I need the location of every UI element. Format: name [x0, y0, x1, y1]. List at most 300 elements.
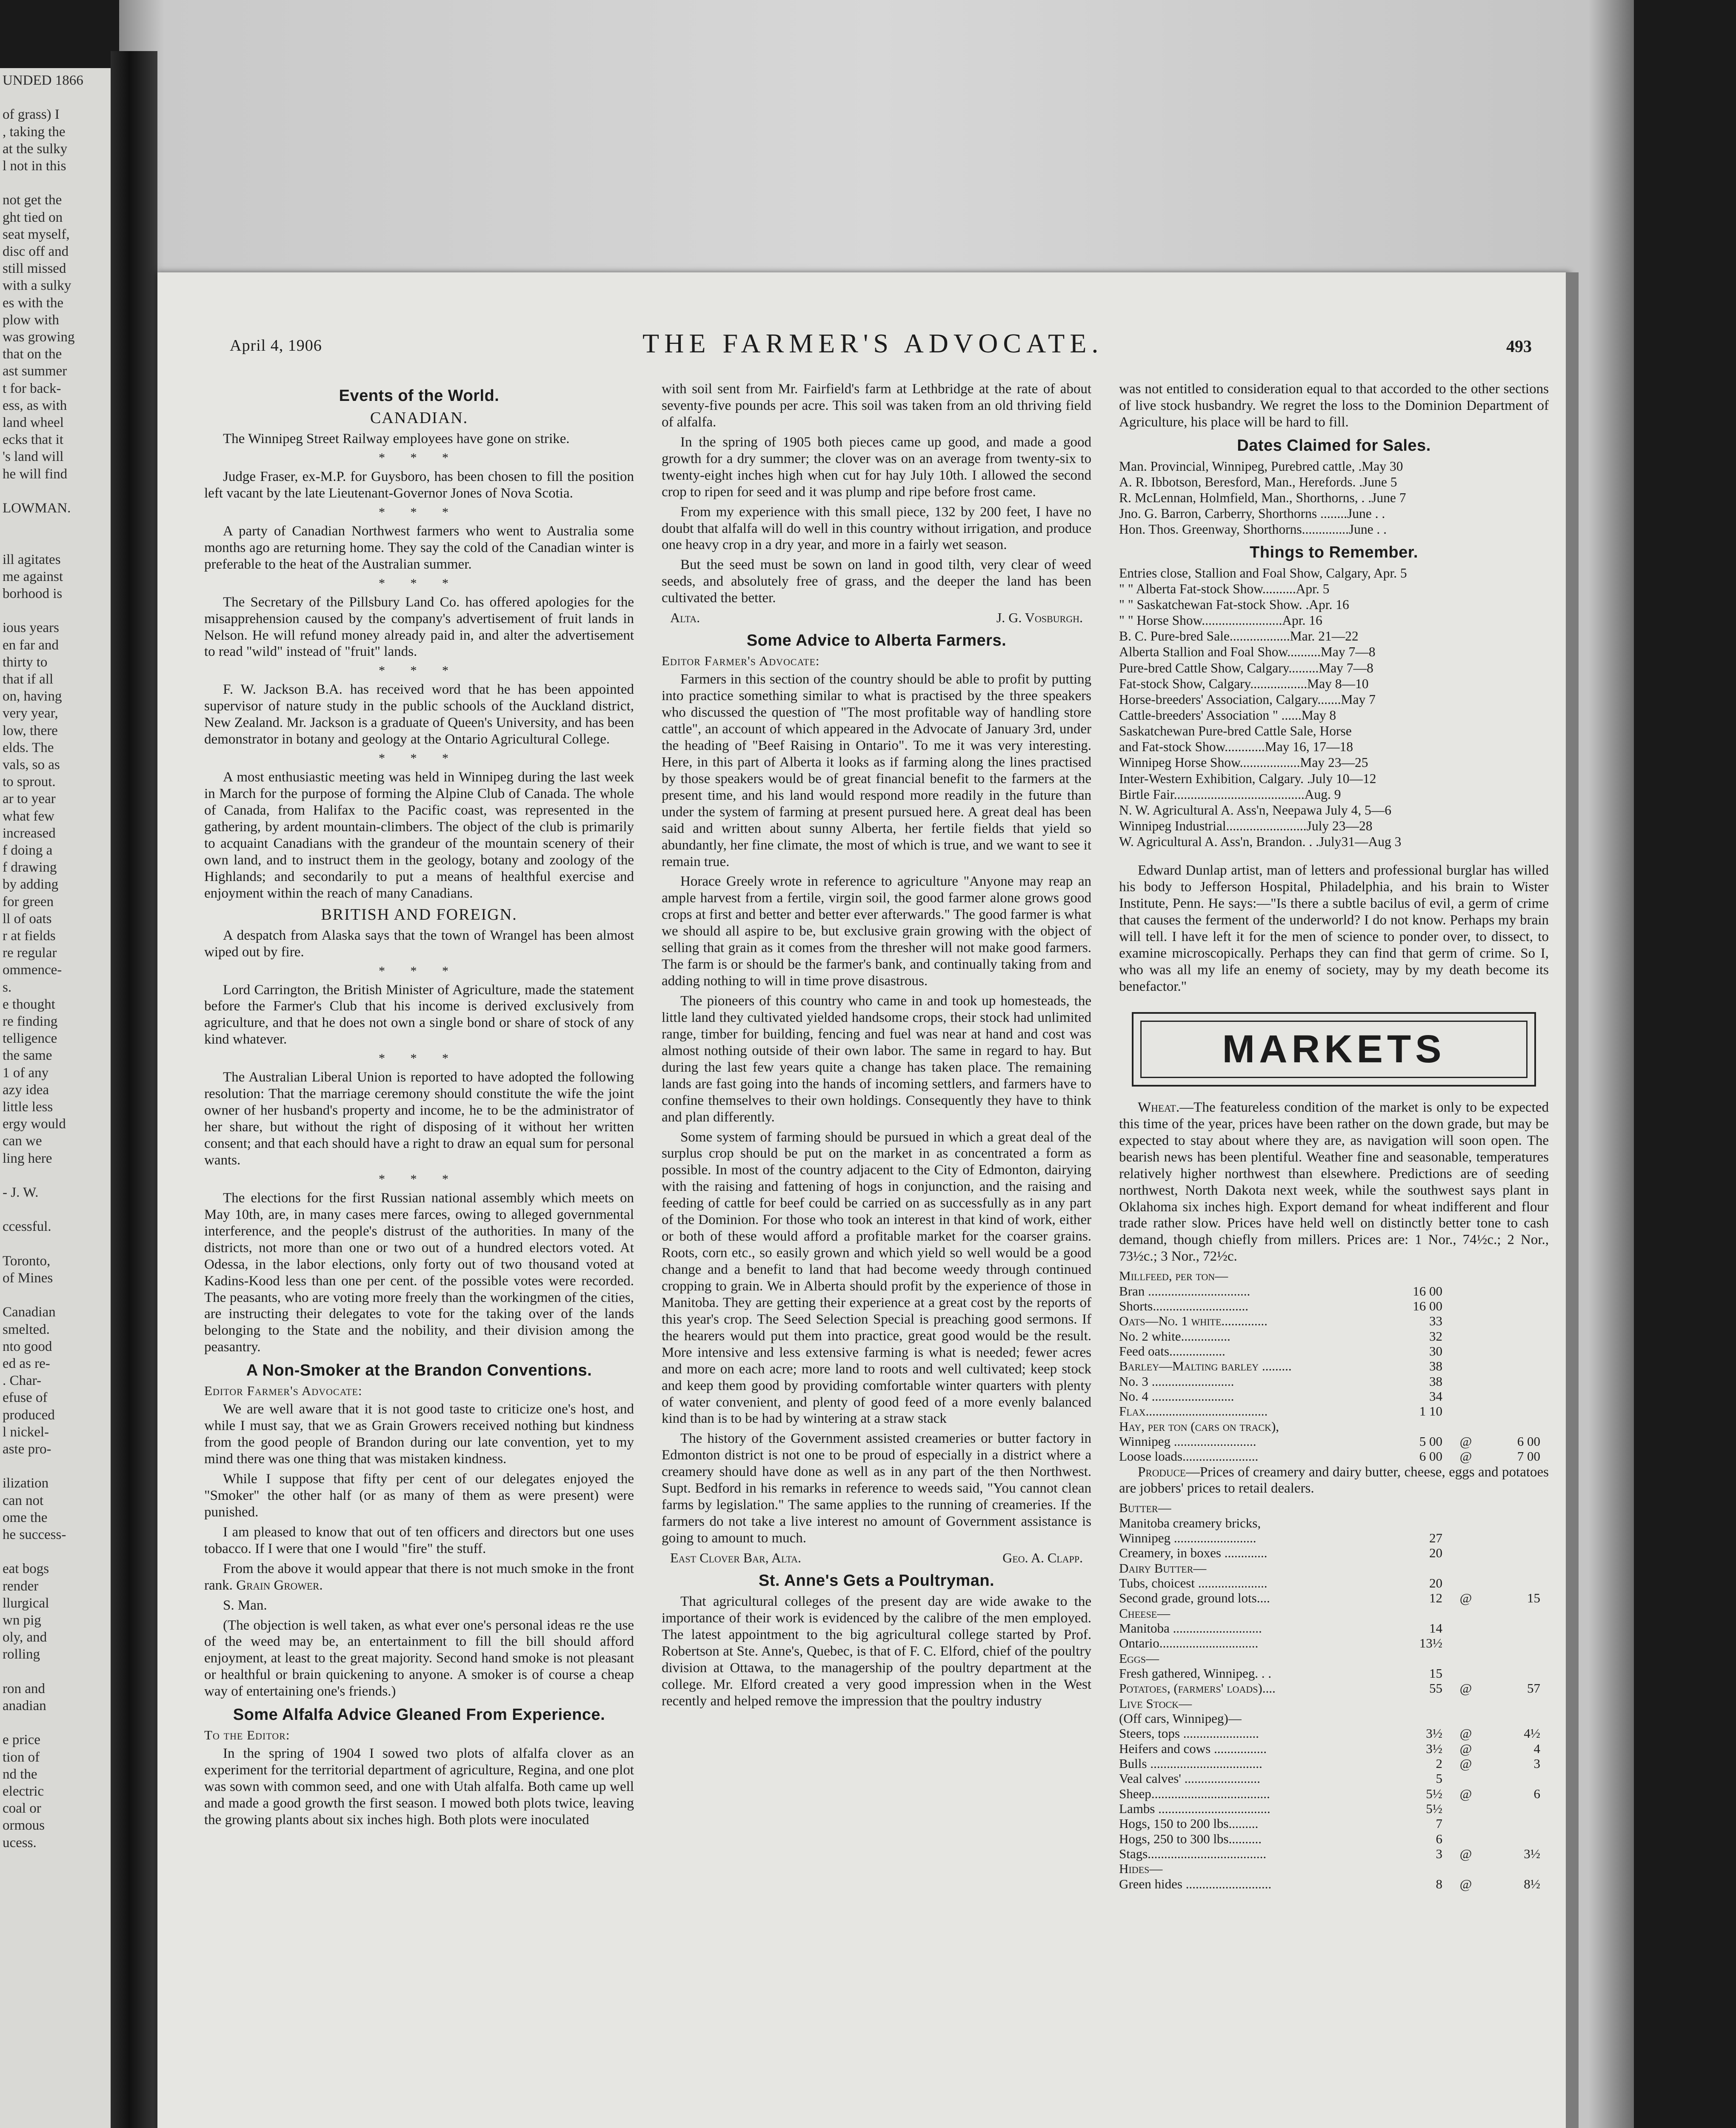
- paragraph-text: —The featureless condition of the market is only to be expected this time of the year, prices have been rather on the down grade, but may be expected to stay about where they are, as navigation will soon open. The bearish news has been plentiful. Weather fine and seasonable, temperatures relatively higher northwest than elsewhere. Predictions are of seeding northwest, North Dakota next week, while the southwest says plant in Oklahoma six inches high. Export demand for wheat indifferent and flour trade rather slow. Prices have held well on distinctly better tone to cash demand, though chiefly from millers. Prices are: 1 Nor., 74½c.; 2 Nor., 73½c.; 3 Nor., 72½c.: [1119, 1099, 1549, 1264]
- list-item: and Fat-stock Show............May 16, 17—18: [1119, 739, 1353, 755]
- previous-page-line: nto good: [3, 1339, 52, 1354]
- paragraph: But the seed must be sown on land in good tilth, very clear of weed seeds, and absolutely free of grass, and the deeper the land has been cultivated the better.: [662, 557, 1091, 606]
- table-cell-v1: 3: [1436, 1846, 1442, 1861]
- paragraph-text: From the above it would appear that there is not much smoke in the front rank.: [204, 1561, 634, 1593]
- paragraph: We are well aware that it is not good taste to criticize one's host, and while I must say, that we as Grain Growers received nothing but kindness from the good people of Brandon during our late convention, yet to my mind there was one thing that was mistaken kindness.: [204, 1402, 634, 1467]
- table-row: [1119, 1299, 1549, 1313]
- table-cell-v2: 3: [1533, 1756, 1540, 1771]
- table-cell-v2: [1489, 1831, 1549, 1846]
- table-row: [1119, 1846, 1549, 1861]
- canadian-subheading: CANADIAN.: [370, 409, 468, 427]
- table-cell-v2: [1489, 1696, 1549, 1711]
- table-cell-v2: 4: [1533, 1741, 1540, 1756]
- table-cell-label: Feed oats.................: [1119, 1343, 1225, 1359]
- produce-table: [1119, 1500, 1549, 1891]
- table-cell-label: No. 2 white...............: [1119, 1328, 1231, 1344]
- table-cell-v2: 6 00: [1517, 1433, 1540, 1449]
- markets-banner: [1132, 1012, 1536, 1087]
- table-cell-v1: 38: [1429, 1373, 1442, 1389]
- table-cell-at: [1442, 1636, 1489, 1650]
- table-cell-at: [1442, 1299, 1489, 1313]
- table-cell-v2: 7 00: [1517, 1449, 1540, 1464]
- editor-salutation: To the Editor:: [204, 1728, 290, 1743]
- previous-page-line: very year,: [3, 706, 58, 721]
- table-cell-at: [1442, 1801, 1489, 1816]
- table-cell-v2: [1489, 1545, 1549, 1560]
- list-item: Pure-bred Cattle Show, Calgary.........May 7—8: [1119, 660, 1373, 675]
- previous-page-line: re finding: [3, 1014, 58, 1029]
- table-cell-v1: 7: [1436, 1816, 1442, 1831]
- separator-stars: * * *: [379, 751, 460, 766]
- previous-page-line: he will find: [3, 466, 68, 482]
- page-edge-shadow: [1566, 272, 1579, 2128]
- table-cell-v2: [1489, 1651, 1549, 1666]
- table-cell-at: [1442, 1268, 1489, 1283]
- previous-page-line: what few: [3, 808, 54, 824]
- previous-page-line: r at fields: [3, 928, 56, 944]
- table-cell-at: [1442, 1666, 1489, 1681]
- masthead-title: THE FARMER'S ADVOCATE.: [642, 328, 1104, 358]
- previous-page-line: of Mines: [3, 1270, 53, 1286]
- previous-page-line: l not in this: [3, 158, 66, 174]
- list-item: Alberta Stallion and Foal Show..........May 7—8: [1119, 644, 1376, 660]
- table-cell-label: Lambs ..................................: [1119, 1801, 1271, 1816]
- events-heading: Events of the World.: [339, 387, 500, 405]
- previous-page-line: borhood is: [3, 586, 63, 601]
- table-cell-v1: 13½: [1419, 1636, 1442, 1651]
- table-cell-v2: [1489, 1816, 1549, 1831]
- list-item: Fat-stock Show, Calgary.................May 8—10: [1119, 676, 1369, 691]
- separator-stars: * * *: [379, 1051, 460, 1066]
- previous-page-line: he success-: [3, 1527, 66, 1542]
- table-row: [1119, 1741, 1549, 1756]
- table-row: [1119, 1449, 1549, 1464]
- list-item: Entries close, Stallion and Foal Show, Calgary, Apr. 5: [1119, 565, 1407, 581]
- table-cell-at: [1442, 1861, 1489, 1876]
- previous-page-line: can not: [3, 1493, 44, 1508]
- table-cell-at: [1442, 1621, 1489, 1636]
- table-cell-at: @: [1459, 1449, 1472, 1464]
- table-cell-label: Eggs—: [1119, 1650, 1159, 1666]
- list-item: Hon. Thos. Greenway, Shorthorns..............June . .: [1119, 522, 1387, 537]
- table-row: [1119, 1389, 1549, 1404]
- list-item: " " Saskatchewan Fat-stock Show. .Apr. 16: [1119, 597, 1349, 612]
- table-cell-at: [1442, 1419, 1489, 1434]
- table-cell-label: Dairy Butter—: [1119, 1560, 1207, 1576]
- paragraph: I am pleased to know that out of ten officers and directors but one uses tobacco. If I were that one I would "fire" the stuff.: [204, 1524, 634, 1556]
- table-cell-at: [1442, 1831, 1489, 1846]
- table-cell-label: Sheep....................................: [1119, 1786, 1270, 1801]
- paragraph: The Secretary of the Pillsbury Land Co. has offered apologies for the misapprehension caused by the company's advertisement of fruit lands in Nelson. He will refund money already paid in, and alter the advertisement to read "wild" instead of "fruit" lands.: [204, 594, 634, 660]
- paragraph: From my experience with this small piece, 132 by 200 feet, I have no doubt that alfalfa will do well in this country without irrigation, and produce one heavy crop in a dry year, and more in a fairly wet season.: [662, 504, 1091, 553]
- separator-stars: * * *: [379, 964, 460, 978]
- previous-page-line: rolling: [3, 1647, 40, 1662]
- table-cell-label: Shorts.............................: [1119, 1298, 1248, 1313]
- paragraph: Some system of farming should be pursued in which a great deal of the surplus crop should be put on the market in as concentrated a form as possible. In most of the country adjacent to the City of Edmonton, dairying with the raising and fattening of hogs in conjunction, and the raising and feeding of cattle for beef could be carried on as successfully as in any part of the Dominion. For those who took an interest in that kind of work, either or both of these would afford a profitable market for the coarser grains. Roots, corn etc., so easily grown and which yield so well would be a good change and a benefit to land that had become weedy through continued cropping to grain. We in Alberta should profit by the experience of those in Manitoba. They are getting their experience at a great cost by the reports of this year's crop. The Seed Selection Special is preaching good sermons. If the hearers would put them into practice, great good would be the result. More intensive and less extensive farming is what is needed; fewer acres and more on each acre; more land to roots and well cultivated; keep stock and keep them good by providing comfortable winter quarters with plenty of water convenient, and plenty of good feed of a more evenly balanced kind than is to be had by wintering at a straw stack: [662, 1129, 1091, 1427]
- table-cell-v2: [1489, 1359, 1549, 1373]
- table-cell-label: Manitoba ...........................: [1119, 1621, 1262, 1636]
- table-cell-at: [1442, 1771, 1489, 1786]
- table-row: [1119, 1329, 1549, 1344]
- table-cell-v2: [1489, 1404, 1549, 1419]
- table-cell-v1: 2: [1436, 1756, 1442, 1771]
- table-cell-v1: 33: [1429, 1313, 1442, 1329]
- previous-page-line: oly, and: [3, 1630, 47, 1645]
- table-cell-v2: [1489, 1561, 1549, 1576]
- previous-page-line: ucess.: [3, 1835, 37, 1851]
- table-cell-v1: 5½: [1426, 1801, 1442, 1816]
- table-cell-at: [1442, 1530, 1489, 1545]
- table-cell-at: [1442, 1404, 1489, 1419]
- previous-page-line: e price: [3, 1732, 40, 1748]
- table-row: [1119, 1344, 1549, 1359]
- table-row: [1119, 1516, 1549, 1530]
- previous-page-line: f doing a: [3, 843, 53, 858]
- previous-page-line: ess, as with: [3, 398, 67, 413]
- previous-page-line: that if all: [3, 672, 54, 687]
- table-cell-at: [1442, 1561, 1489, 1576]
- table-row: [1119, 1681, 1549, 1696]
- column-3: [1119, 381, 1549, 1891]
- previous-page-line: tion of: [3, 1749, 40, 1765]
- table-cell-v1: 5 00: [1419, 1433, 1442, 1449]
- nonsmoker-heading: A Non-Smoker at the Brandon Conventions.: [246, 1361, 592, 1380]
- table-cell-v2: 4½: [1524, 1726, 1540, 1741]
- previous-page-line: land wheel: [3, 415, 64, 430]
- previous-page-line: 's land will: [3, 449, 64, 465]
- editor-salutation: Editor Farmer's Advocate:: [662, 653, 820, 669]
- table-row: [1119, 1651, 1549, 1666]
- previous-page-line: ill agitates: [3, 552, 61, 567]
- table-row: [1119, 1666, 1549, 1681]
- table-cell-v2: 6: [1533, 1786, 1540, 1801]
- previous-page-line: me against: [3, 569, 63, 584]
- table-cell-v2: [1489, 1711, 1549, 1726]
- table-cell-v2: [1489, 1284, 1549, 1299]
- table-cell-label: Second grade, ground lots....: [1119, 1590, 1270, 1606]
- paragraph: While I suppose that fifty per cent of our delegates enjoyed the "Smoker" the other half (or as many of them as were present) were punished.: [204, 1471, 634, 1520]
- previous-page-line: es with the: [3, 295, 63, 311]
- previous-page-line: telligence: [3, 1031, 57, 1047]
- list-item: Winnipeg Industrial........................July 23—28: [1119, 818, 1373, 834]
- separator-stars: * * *: [379, 450, 460, 465]
- signature-line: [662, 610, 1091, 626]
- market-table: [1119, 1268, 1549, 1464]
- paragraph: Judge Fraser, ex-M.P. for Guysboro, has been chosen to fill the position left vacant by the late Lieutenant-Governor Jones of Nova Scotia.: [204, 469, 634, 501]
- table-cell-label: Manitoba creamery bricks,: [1119, 1515, 1261, 1530]
- column-2: [662, 381, 1091, 1713]
- table-row: [1119, 1726, 1549, 1741]
- list-item: Jno. G. Barron, Carberry, Shorthorns ........June . .: [1119, 506, 1385, 521]
- previous-page-line: on, having: [3, 689, 62, 704]
- signature-line: [662, 1550, 1091, 1566]
- table-row: [1119, 1590, 1549, 1605]
- paragraph: In the spring of 1904 I sowed two plots of alfalfa clover as an experiment for the territorial department of agriculture, Regina, and one plot was sown with common seed, and one with Utah alfalfa. Both came up well and made a good growth the first season. I mowed both plots twice, leaving the growing plants about six inches high. Both plots were inoculated: [204, 1746, 634, 1828]
- table-row: [1119, 1374, 1549, 1389]
- table-cell-at: [1442, 1313, 1489, 1328]
- table-cell-at: [1442, 1545, 1489, 1560]
- paragraph: The Australian Liberal Union is reported to have adopted the following resolution: That the marriage ceremony should constitute the wife the joint owner of her husband's property and income, he to be the administrator of her share, but without the right of disposing of it without her written consent; and that each should have a right to draw an equal sum for personal wants.: [204, 1070, 634, 1168]
- previous-page-line: still missed: [3, 261, 66, 277]
- table-cell-v1: 3½: [1426, 1726, 1442, 1741]
- table-cell-label: Bran ...............................: [1119, 1283, 1251, 1299]
- table-cell-v1: 3½: [1426, 1741, 1442, 1756]
- table-cell-v2: [1489, 1801, 1549, 1816]
- table-cell-label: Butter—: [1119, 1500, 1171, 1516]
- signature-place: East Clover Bar, Alta.: [670, 1550, 802, 1565]
- table-cell-label: Loose loads.......................: [1119, 1449, 1259, 1464]
- previous-page-line: eat bogs: [3, 1561, 49, 1577]
- table-cell-v2: [1489, 1299, 1549, 1313]
- table-row: [1119, 1268, 1549, 1283]
- previous-page-line: nd the: [3, 1766, 37, 1782]
- previous-page-line: disc off and: [3, 244, 69, 259]
- paragraph: In the spring of 1905 both pieces came up good, and made a good growth for a dry summer; the clover was on an average from twenty-six to twenty-eight inches high when cut for hay July 10th. I allowed the second crop to ripen for seed and it was plump and ripe before frost came.: [662, 434, 1091, 500]
- previous-page-line: vals, so as: [3, 757, 60, 772]
- dates-heading: Dates Claimed for Sales.: [1237, 436, 1431, 455]
- previous-page-line: UNDED 1866: [3, 73, 83, 88]
- list-item: Horse-breeders' Association, Calgary.......May 7: [1119, 692, 1376, 707]
- table-cell-v1: [1396, 1711, 1442, 1726]
- table-cell-label: Veal calves' .......................: [1119, 1771, 1260, 1786]
- table-cell-v1: 12: [1429, 1590, 1442, 1606]
- table-cell-v1: 5½: [1426, 1786, 1442, 1801]
- table-row: [1119, 1284, 1549, 1299]
- previous-page-line: ome the: [3, 1510, 48, 1525]
- table-cell-label: Ontario..............................: [1119, 1636, 1259, 1651]
- table-cell-v2: [1489, 1268, 1549, 1283]
- table-cell-label: Hogs, 150 to 200 lbs.........: [1119, 1816, 1259, 1831]
- table-cell-at: [1442, 1711, 1489, 1726]
- table-row: [1119, 1419, 1549, 1434]
- table-cell-v2: [1489, 1389, 1549, 1404]
- table-cell-at: [1442, 1329, 1489, 1344]
- table-cell-label: No. 4 .........................: [1119, 1388, 1234, 1404]
- table-cell-v1: 34: [1429, 1388, 1442, 1404]
- previous-page-line: thirty to: [3, 654, 48, 670]
- separator-stars: * * *: [379, 576, 460, 590]
- table-row: [1119, 1576, 1549, 1590]
- table-cell-label: (Off cars, Winnipeg)—: [1119, 1711, 1242, 1726]
- previous-page-line: ron and: [3, 1681, 45, 1696]
- signature: Grain Grower.: [236, 1577, 323, 1593]
- table-row: [1119, 1500, 1549, 1515]
- things-heading: Things to Remember.: [1250, 543, 1418, 561]
- table-cell-label: Cheese—: [1119, 1605, 1171, 1621]
- previous-page-line: llurgical: [3, 1595, 49, 1611]
- previous-page-line: coal or: [3, 1801, 41, 1816]
- previous-page-line: produced: [3, 1407, 55, 1423]
- table-cell-label: No. 3 .........................: [1119, 1373, 1234, 1389]
- previous-page-line: ommence-: [3, 962, 62, 978]
- previous-page-line: l nickel-: [3, 1424, 49, 1440]
- table-cell-label: Oats—No. 1 white..............: [1119, 1313, 1268, 1329]
- table-cell-label: Green hides ..........................: [1119, 1876, 1272, 1891]
- table-row: [1119, 1756, 1549, 1771]
- column-1: [204, 381, 634, 1832]
- previous-page-line: electric: [3, 1784, 44, 1799]
- previous-page-line: - J. W.: [3, 1185, 39, 1200]
- table-cell-v2: 8½: [1524, 1876, 1540, 1891]
- page-number: 493: [1506, 337, 1532, 356]
- table-row: [1119, 1786, 1549, 1801]
- editor-salutation: Editor Farmer's Advocate:: [204, 1383, 363, 1399]
- table-row: [1119, 1545, 1549, 1560]
- dates-list: [1119, 458, 1549, 538]
- previous-page-line: en far and: [3, 637, 59, 653]
- table-cell-at: [1442, 1576, 1489, 1590]
- table-cell-v1: 15: [1429, 1666, 1442, 1681]
- paragraph: [1119, 1099, 1549, 1265]
- table-cell-label: Hides—: [1119, 1861, 1163, 1876]
- table-cell-v1: 32: [1429, 1328, 1442, 1344]
- table-cell-v2: [1489, 1621, 1549, 1636]
- table-row: [1119, 1876, 1549, 1891]
- table-row: [1119, 1831, 1549, 1846]
- table-cell-v2: [1489, 1861, 1549, 1876]
- previous-page-line: plow with: [3, 312, 59, 328]
- previous-page-line: the same: [3, 1048, 52, 1064]
- table-cell-v2: 15: [1527, 1590, 1540, 1606]
- paragraph: Farmers in this section of the country should be able to profit by putting into practice something similar to what is practised by the three speakers who discussed the question of "The most profitable way of handling store cattle", an account of which appeared in the Advocate of January 3rd, under the heading of "Beef Raising in Ontario". To me it was very interesting. Here, in this part of Alberta it looks as if farming along the lines practised by those speakers would be of great financial benefit to the farmers at the present time, and his land would respond more readily in the future than under the system of farming at present pursued here. A great deal has been said and written about sunny Alberta, her fertile fields that yield so abundantly, her fine climate, the most of which is true, and we want to see it remain true.: [662, 672, 1091, 870]
- list-item: A. R. Ibbotson, Beresford, Man., Herefords. .June 5: [1119, 474, 1397, 489]
- previous-page-line: seat myself,: [3, 226, 70, 242]
- paragraph: The Winnipeg Street Railway employees have gone on strike.: [223, 431, 570, 446]
- list-item: Saskatchewan Pure-bred Cattle Sale, Horse: [1119, 724, 1352, 739]
- paragraph: F. W. Jackson B.A. has received word that he has been appointed supervisor of nature study in the public schools of the Auckland district, New Zealand. Mr. Jackson is a graduate of Queen's University, and has been demonstrator in botany and geology at the Ontario Agricultural College.: [204, 682, 634, 747]
- previous-page-line: little less: [3, 1099, 53, 1115]
- table-row: [1119, 1359, 1549, 1373]
- table-cell-label: Millfeed, per ton—: [1119, 1268, 1228, 1284]
- table-cell-v1: [1396, 1268, 1442, 1283]
- previous-page-line: ast summer: [3, 363, 67, 379]
- previous-page-line: aste pro-: [3, 1442, 51, 1457]
- table-cell-v2: [1489, 1666, 1549, 1681]
- table-cell-label: Steers, tops .......................: [1119, 1726, 1259, 1741]
- previous-page-line: low, there: [3, 723, 58, 738]
- previous-page-line: ll of oats: [3, 911, 52, 927]
- table-cell-v1: [1396, 1696, 1442, 1711]
- table-cell-v2: [1489, 1500, 1549, 1515]
- previous-page-line: Toronto,: [3, 1253, 51, 1269]
- paragraph: The pioneers of this country who came in and took up homesteads, the little land they cultivated yielded handsome crops, their stock had unlimited range, timber for building, fencing and fuel was near at hand and cost was almost nothing outside of their own labor. The same in regard to hay. But during the last few years quite a change has taken place. The remaining lands are fast going into the hands of incoming settlers, and farmers have to confine themselves to their own holdings. Consequently they have to think and plan differently.: [662, 993, 1091, 1125]
- table-cell-at: @: [1459, 1681, 1472, 1696]
- table-cell-label: Bulls ..................................: [1119, 1756, 1262, 1771]
- signature-name: Geo. A. Clapp.: [1002, 1550, 1083, 1565]
- table-cell-at: [1442, 1516, 1489, 1530]
- previous-page-line: ilization: [3, 1476, 49, 1491]
- table-cell-v2: [1489, 1329, 1549, 1344]
- table-row: [1119, 1771, 1549, 1786]
- paragraph: That agricultural colleges of the present day are wide awake to the importance of their work is evidenced by the calibre of the men employed. The latest appointment to the big agricultural college started by Prof. Robertson at Ste. Anne's, Quebec, is that of F. C. Elford, chief of the poultry division at Ottawa, to the managership of the poultry department at the college. Mr. Elford created a very good impression when in the West recently and helped remove the impression that the poultry industry: [662, 1593, 1091, 1709]
- previous-page-line: ergy would: [3, 1116, 66, 1132]
- previous-page-line: render: [3, 1578, 39, 1594]
- previous-page-line: smelted.: [3, 1321, 50, 1337]
- previous-page-line: , taking the: [3, 124, 66, 140]
- table-cell-v2: [1489, 1419, 1549, 1434]
- previous-page-line: ious years: [3, 620, 59, 636]
- previous-page-line: . Char-: [3, 1373, 41, 1389]
- signature-place: Alta.: [670, 610, 700, 626]
- previous-page-line: elds. The: [3, 740, 54, 755]
- table-cell-label: Barley—Malting barley .........: [1119, 1359, 1292, 1374]
- table-row: [1119, 1621, 1549, 1636]
- table-row: [1119, 1801, 1549, 1816]
- previous-page-line: at the sulky: [3, 141, 68, 157]
- table-cell-v2: [1489, 1516, 1549, 1530]
- previous-page-line: LOWMAN.: [3, 501, 71, 516]
- table-cell-v1: [1396, 1516, 1442, 1530]
- paragraph: A most enthusiastic meeting was held in Winnipeg during the last week in March for the purpose of forming the Alpine Club of Canada. The whole of Canada, from Halifax to the Pacific coast, was represented in the gathering, by ardent mountain-climbers. The object of the club is primarily to acquaint Canadians with the grandeur of the mountain scenery of their own land, and to instruct them in the geology, botany and zoology of the Highlands; and secondarily to put a means of healthful exercise and enjoyment within the reach of many Canadians.: [204, 769, 634, 901]
- previous-page-line: for green: [3, 894, 54, 910]
- table-cell-v2: [1489, 1344, 1549, 1359]
- separator-stars: * * *: [379, 664, 460, 678]
- table-cell-v2: [1489, 1576, 1549, 1590]
- table-cell-v2: [1489, 1374, 1549, 1389]
- table-cell-label: Hay, per ton (cars on track),: [1119, 1419, 1279, 1434]
- list-item: Birtle Fair.......................................Aug. 9: [1119, 787, 1341, 802]
- table-cell-label: Hogs, 250 to 300 lbs..........: [1119, 1831, 1262, 1846]
- table-row: [1119, 1711, 1549, 1726]
- previous-page-line: not get the: [3, 192, 62, 208]
- table-row: [1119, 1861, 1549, 1876]
- table-row: [1119, 1530, 1549, 1545]
- table-cell-v1: 20: [1429, 1545, 1442, 1561]
- list-item: " " Alberta Fat-stock Show..........Apr. 5: [1119, 581, 1330, 596]
- table-cell-label: Flax.....................................: [1119, 1404, 1268, 1419]
- previous-page-line: can we: [3, 1133, 42, 1149]
- list-item: " " Horse Show........................Apr. 16: [1119, 613, 1322, 628]
- paragraph: [1119, 1464, 1549, 1497]
- table-cell-label: Winnipeg .........................: [1119, 1433, 1256, 1449]
- table-cell-at: [1442, 1696, 1489, 1711]
- table-cell-at: [1442, 1500, 1489, 1515]
- list-item: Man. Provincial, Winnipeg, Purebred cattle, .May 30: [1119, 458, 1403, 474]
- table-cell-v2: [1489, 1636, 1549, 1650]
- table-row: [1119, 1636, 1549, 1650]
- table-row: [1119, 1434, 1549, 1449]
- list-item: Cattle-breeders' Association " ......May 8: [1119, 708, 1336, 723]
- table-cell-v1: 27: [1429, 1530, 1442, 1546]
- previous-page-line: was growing: [3, 329, 75, 345]
- paragraph: The elections for the first Russian national assembly which meets on May 10th, are, in many cases mere farces, owing to alleged governmental interference, and the people's distrust of the authorities. In many of the districts, not more than one or two out of a hundred electors voted. At Odessa, in the labor elections, only forty out of two thousand voted at Kadins-Kood less than one per cent. of the possible votes were recorded. The peasants, who are voting more freely than the workingmen of the cities, are instructing their delegates to vote for the taking over of the lands belonging to the State and the nobility, and their division among the peasantry.: [204, 1190, 634, 1355]
- table-cell-label: Stags....................................: [1119, 1846, 1267, 1861]
- table-cell-v1: 1 10: [1419, 1404, 1442, 1419]
- table-cell-at: [1442, 1651, 1489, 1666]
- table-cell-v1: 14: [1429, 1621, 1442, 1636]
- table-cell-label: Creamery, in boxes .............: [1119, 1545, 1268, 1561]
- previous-page-line: f drawing: [3, 860, 57, 875]
- list-item: Winnipeg Horse Show..................May 23—25: [1119, 755, 1368, 770]
- previous-page-line: to sprout.: [3, 774, 56, 790]
- paragraph: Lord Carrington, the British Minister of Agriculture, made the statement before the Farmer's Club that his income is derived exclusively from agriculture, and that he does not own a single bond or share of stock of any kind whatever.: [204, 982, 634, 1047]
- previous-page-line: t for back-: [3, 380, 61, 396]
- paragraph: (The objection is well taken, as what ever one's personal ideas re the use of the weed may be, an entertainment to fill the bill should afford enjoyment, at least to the great majority. Second hand smoke is not pleasant or healthful or brain quickening to anyone. A smoker is of course a cheap way of entertaining one's friends.): [204, 1617, 634, 1699]
- previous-page-line: of grass) I: [3, 107, 60, 123]
- table-cell-v1: [1396, 1561, 1442, 1576]
- table-cell-label: Fresh gathered, Winnipeg. . .: [1119, 1666, 1272, 1681]
- table-cell-at: @: [1459, 1590, 1472, 1606]
- separator-stars: * * *: [379, 505, 460, 519]
- table-cell-v2: [1489, 1530, 1549, 1545]
- table-cell-v1: 55: [1429, 1681, 1442, 1696]
- paragraph-lead: Produce: [1138, 1464, 1186, 1480]
- british-subheading: BRITISH AND FOREIGN.: [321, 905, 517, 924]
- table-cell-v1: 30: [1429, 1343, 1442, 1359]
- previous-page-line: e thought: [3, 996, 55, 1012]
- table-cell-v1: 16 00: [1413, 1283, 1442, 1299]
- table-cell-v1: [1396, 1651, 1442, 1666]
